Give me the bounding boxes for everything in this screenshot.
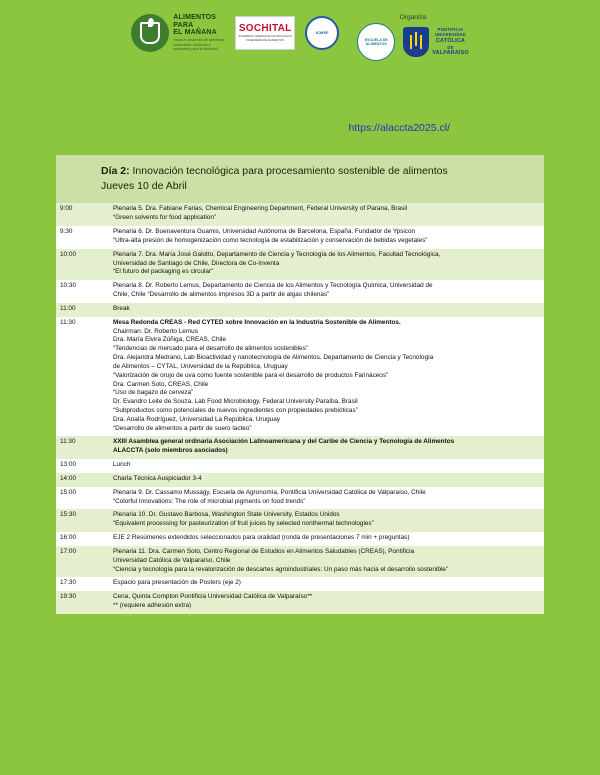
schedule-line: Dr. Evandro Leite de Souza, Lab Food Microbiology, Federal University Paraíba, Brasil: [113, 398, 358, 406]
schedule-row-time: 10:00: [56, 249, 109, 280]
schedule-row: [56, 203, 544, 226]
program-title-text: Innovación tecnológica para procesamiento sostenible de alimentos: [129, 165, 448, 177]
schedule-row-time: 10:30: [56, 280, 109, 303]
schedule-row-description: [109, 577, 544, 591]
organiza-label: Organiza: [399, 14, 427, 21]
plant-in-basket-icon: [131, 14, 169, 52]
schedule-line: Lunch: [113, 461, 131, 469]
schedule-line: Universidad de Santiago de Chile, Directora de Co-Inventa: [113, 259, 280, 267]
schedule-row-description: [109, 436, 544, 459]
schedule-line: Universidad Católica de Valparaíso, Chile: [113, 556, 231, 564]
schedule-row-description: [109, 473, 544, 487]
schedule-line: “Desarrollo de alimentos a partir de suero lacteo”: [113, 424, 252, 432]
schedule-line: Chairman: Dr. Roberto Lemus: [113, 327, 198, 335]
pucv-text: [432, 27, 469, 57]
logo-alimentos-line1: ALIMENTOS: [173, 14, 217, 22]
schedule-line: “Green solvents for food application”: [113, 214, 217, 222]
schedule-row-time: 11:30: [56, 317, 109, 437]
schedule-line: “Ciencia y tecnología para la revalorización de descartes agroindustriales: Un paso más hacia el desarrollo sostenible”: [113, 565, 448, 573]
schedule-line: “Equivalent processing for pasteurization of fruit juices by selected nonthermal technologies”: [113, 520, 374, 528]
schedule-line: Cena, Quinta Compton Pontificia Universidad Católica de Valparaíso**: [113, 593, 313, 601]
schedule-line: XXIII Asamblea general ordinaria Asociación Latinoamericana y del Caribe de Ciencia y Tecnología de Alimentos: [113, 438, 455, 446]
schedule-row-description: [109, 509, 544, 532]
schedule-row-description: [109, 459, 544, 473]
pucv-line1: PONTIFICIA: [437, 26, 464, 32]
shield-icon: [403, 27, 429, 57]
schedule-row-description: [109, 303, 544, 317]
pucv-line2: UNIVERSIDAD: [434, 32, 467, 38]
conference-website-link[interactable]: https://alaccta2025.cl/: [348, 122, 450, 134]
schedule-line: “El futuro del packaging es circular”: [113, 268, 214, 276]
schedule-row-description: [109, 546, 544, 577]
schedule-row: [56, 591, 544, 614]
schedule-line: Espacio para presentación de Posters (eje 2): [113, 579, 241, 587]
schedule-row-time: 9:00: [56, 203, 109, 226]
schedule-row-description: [109, 249, 544, 280]
logos-row: [40, 0, 560, 61]
logo-alimentos-tagline: Hacia el desarrollo de alimentos sostenibles, nutritivos y saludables para la sociedad: [173, 38, 225, 52]
program-title-block: [56, 155, 544, 203]
schedule-row-time: 11:30: [56, 436, 109, 459]
header: [0, 0, 600, 148]
schedule-row-description: [109, 226, 544, 249]
schedule-line: ** (requiere adhesión extra): [113, 602, 192, 610]
schedule-line: “Tendencias de mercado para el desarrollo de alimentos sostenibles”: [113, 345, 309, 353]
schedule-body: [56, 203, 544, 613]
schedule-line: “Ultra-alta presión de homogenización como tecnología de estabilización y conservación de bebidas vegetales”: [113, 236, 428, 244]
schedule-line: Plenaria 5. Dra. Fabiane Farias, Chemical Engineering Department, Federal University of Parana, Brasil: [113, 205, 408, 213]
pucv-line3: CATÓLICA: [435, 37, 466, 44]
schedule-table: [56, 203, 544, 613]
schedule-row: [56, 487, 544, 510]
program-title: [101, 164, 544, 179]
schedule-line: de Alimentos – CYTAL, Universidad de la República, Uruguay: [113, 362, 288, 370]
schedule-line: ALACCTA (solo miembros asociados): [113, 447, 228, 455]
schedule-line: Dra. Alejandra Medrano, Lab Bioactividad y nanotecnología de Alimentos. Departamento de Ciencia y Tecnología: [113, 354, 434, 362]
schedule-row-time: 14:00: [56, 473, 109, 487]
icmsf-label: ICMSF: [315, 29, 329, 35]
schedule-row: [56, 473, 544, 487]
schedule-line: Plenaria 11. Dra. Carmen Soto, Centro Regional de Estudios en Alimentos Saludables (CREAS), Pontificia: [113, 547, 415, 555]
schedule-line: Dra. Analía Rodríguez, Universidad La República, Uruguay: [113, 415, 280, 423]
program-subtitle: Jueves 10 de Abril: [101, 180, 187, 193]
schedule-row: [56, 546, 544, 577]
schedule-line: Charla Técnica Auspiciador 3-4: [113, 474, 202, 482]
schedule-line: Mesa Redonda CREAS - Red CYTED sobre Innovación en la Industria Sostenible de Alimentos.: [113, 318, 401, 326]
schedule-row-time: 19:30: [56, 591, 109, 614]
schedule-row: [56, 317, 544, 437]
schedule-row-description: [109, 317, 544, 437]
schedule-row: [56, 577, 544, 591]
schedule-row-time: 9:30: [56, 226, 109, 249]
schedule-line: Plenaria 7. Dra. María José Galotto, Departamento de Ciencia y Tecnología de los Alimentos, Facultad Tecnológica,: [113, 250, 441, 258]
schedule-row-description: [109, 591, 544, 614]
schedule-row: [56, 509, 544, 532]
logo-alimentos-text: [173, 14, 225, 51]
schedule-row-time: 15:00: [56, 487, 109, 510]
schedule-row-time: 17:30: [56, 577, 109, 591]
schedule-row: [56, 226, 544, 249]
schedule-row-description: [109, 280, 544, 303]
schedule-row-time: 15:30: [56, 509, 109, 532]
logo-escuela-de-alimentos: ESCUELA DE ALIMENTOS: [357, 23, 395, 61]
logo-pucv: [403, 27, 469, 57]
schedule-line: “Colorful Innovations: The role of microbial pigments on food trends”: [113, 497, 306, 505]
schedule-line: Plenaria 8. Dr. Roberto Lemus, Departamento de Ciencia de los Alimentos y Tecnología Química, Universidad de: [113, 282, 433, 290]
schedule-line: Chile, Chile “Desarrollo de alimentos impresos 3D a partir de algas chilenas”: [113, 291, 330, 299]
schedule-line: EJE 2 Resúmenes extendidos seleccionados para oralidad (ronda de presentaciones 7 min + preguntas): [113, 534, 410, 542]
schedule-row-time: 13:00: [56, 459, 109, 473]
logo-sochital: [235, 16, 295, 50]
schedule-row-time: 11:00: [56, 303, 109, 317]
logo-alimentos-line3: EL MAÑANA: [173, 28, 217, 36]
schedule-row: [56, 459, 544, 473]
schedule-line: Dra. Carmen Soto, CREAS, Chile: [113, 380, 209, 388]
schedule-line: “Valorización de orujo de uva como fuente sostenible para el desarrollo de productos Farináceos”: [113, 371, 389, 379]
sochital-subtitle: SOCIEDAD CHILENA DE TECNOLOGÍA E INGENIERÍA DE ALIMENTOS: [238, 34, 292, 42]
schedule-line: Plenaria 6. Dr. Buenaventura Guamis, Universidad Autónoma de Barcelona, España. Fundador de Ypsicon: [113, 228, 416, 236]
program-day-label: Día 2:: [101, 165, 130, 177]
logo-alimentos-line2: PARA: [173, 21, 194, 29]
schedule-row-description: [109, 532, 544, 546]
pucv-line5: VALPARAÍSO: [432, 50, 469, 57]
schedule-line: “Subproductos como potenciales de nuevos ingredientes con propiedades prebióticas”: [113, 407, 358, 414]
schedule-row: [56, 303, 544, 317]
schedule-row-time: 17:00: [56, 546, 109, 577]
schedule-line: Break: [113, 304, 130, 312]
organiza-logos: [357, 23, 469, 61]
schedule-row: [56, 280, 544, 303]
schedule-line: Plenaria 10. Dr. Gustavo Barbosa, Washington State University, Estados Unidos: [113, 511, 340, 519]
sochital-acronym: SOCHITAL: [238, 23, 292, 35]
schedule-line: Dra. María Elvira Zúñiga, CREAS, Chile: [113, 336, 226, 344]
schedule-row: [56, 436, 544, 459]
program-card: [56, 155, 544, 614]
schedule-line: Plenaria 9. Dr. Cassamo Mussagy, Escuela de Agronomía, Pontificia Universidad Católica de Valparaíso, Chile: [113, 488, 426, 496]
pucv-line4: DE: [447, 44, 454, 50]
schedule-row: [56, 532, 544, 546]
schedule-row-description: [109, 203, 544, 226]
logo-alimentos-para-el-manana: [131, 14, 225, 52]
organiza-block: [357, 14, 469, 61]
schedule-line: “Uso de bagazo de cerveza”: [113, 389, 194, 397]
schedule-row-time: 16:00: [56, 532, 109, 546]
schedule-row: [56, 249, 544, 280]
schedule-row-description: [109, 487, 544, 510]
logo-icmsf: [305, 16, 339, 50]
